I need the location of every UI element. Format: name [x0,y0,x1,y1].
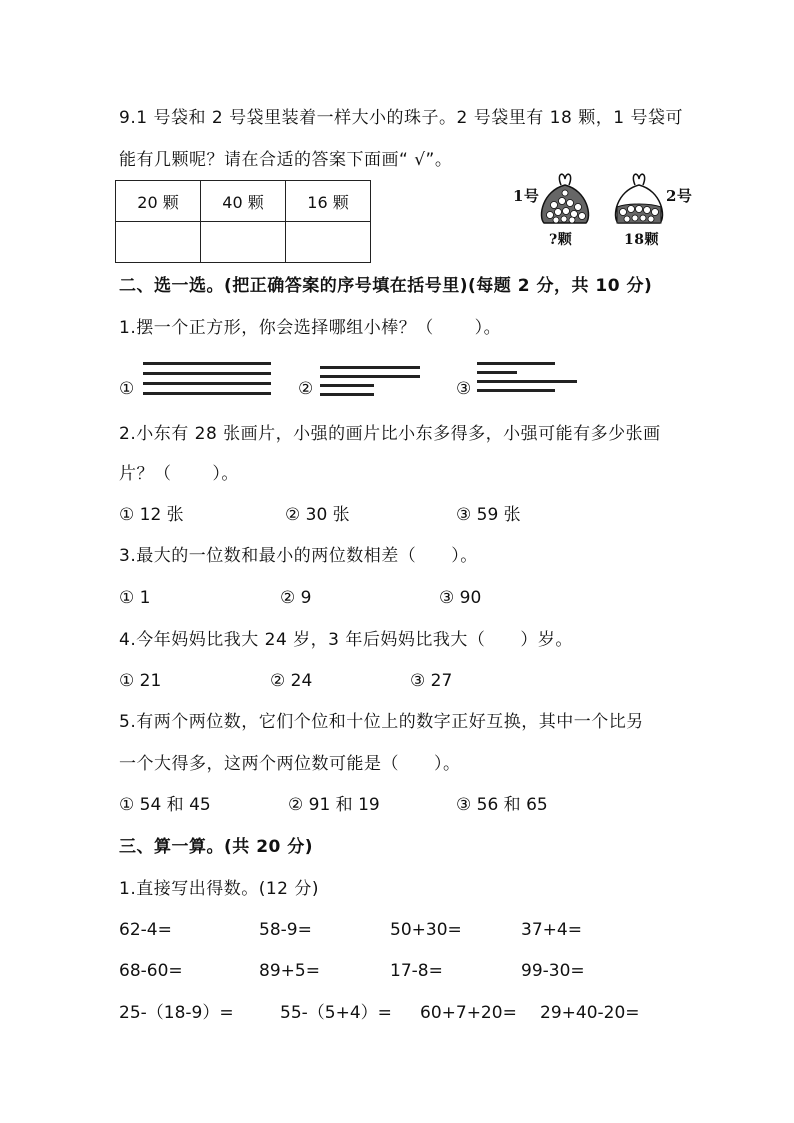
bag1-count: ?颗 [549,232,573,248]
s2-q5-option-1[interactable]: ① 54 和 45 [119,795,211,815]
s2-q2-line2: 片？（ ）。 [119,464,239,484]
answer-table [115,180,371,263]
s2-q4-option-1[interactable]: ① 21 [119,671,162,691]
s2-q4-text: 4.今年妈妈比我大 24 岁，3 年后妈妈比我大（ ）岁。 [119,630,573,650]
bag1-tag: 1号 [513,187,540,205]
table-header-40: 40 颗 [201,181,286,222]
s2-q2-option-3[interactable]: ③ 59 张 [456,505,521,525]
calc-r1-c3: 50+30= [390,920,462,940]
s2-q1-marker-3: ③ [456,379,472,399]
s2-q1-marker-1: ① [119,379,135,399]
s2-q3-option-3[interactable]: ③ 90 [439,588,482,608]
s2-q3-option-2[interactable]: ② 9 [280,588,312,608]
s2-q4-option-2[interactable]: ② 24 [270,671,313,691]
s2-q3-text: 3.最大的一位数和最小的两位数相差（ ）。 [119,546,478,566]
calc-r2-c2: 89+5= [259,961,320,981]
answer-cell-40[interactable] [201,222,286,263]
s2-q4-option-3[interactable]: ③ 27 [410,671,453,691]
calc-r1-c1: 62-4= [119,920,172,940]
s2-q2-line1: 2.小东有 28 张画片，小强的画片比小东多得多，小强可能有多少张画 [119,424,661,444]
answer-cell-20[interactable] [116,222,201,263]
s2-q5-option-2[interactable]: ② 91 和 19 [288,795,380,815]
section3-title: 三、算一算。(共 20 分) [119,837,314,857]
q9-line2: 能有几颗呢？请在合适的答案下面画“ √”。 [119,150,453,170]
s2-q5-option-3[interactable]: ③ 56 和 65 [456,795,548,815]
s2-q1-text: 1.摆一个正方形，你会选择哪组小棒？（ ）。 [119,318,502,338]
calc-r2-c1: 68-60= [119,961,183,981]
section2-title: 二、选一选。(把正确答案的序号填在括号里)(每题 2 分，共 10 分) [119,276,653,296]
answer-cell-16[interactable] [286,222,371,263]
calc-r3-c4: 29+40-20= [540,1003,640,1023]
calc-r1-c4: 37+4= [521,920,582,940]
s2-q1-marker-2: ② [298,379,314,399]
bag2-icon [608,165,670,227]
s2-q2-option-1[interactable]: ① 12 张 [119,505,184,525]
table-header-20: 20 颗 [116,181,201,222]
bag2-count: 18颗 [624,232,659,248]
s2-q5-line1: 5.有两个两位数，它们个位和十位上的数字正好互换，其中一个比另 [119,712,644,732]
calc-r2-c3: 17-8= [390,961,443,981]
s2-q3-option-1[interactable]: ① 1 [119,588,151,608]
s2-q5-line2: 一个大得多，这两个两位数可能是（ ）。 [119,754,461,774]
s2-q2-option-2[interactable]: ② 30 张 [285,505,350,525]
table-header-16: 16 颗 [286,181,371,222]
calc-r3-c3: 60+7+20= [420,1003,517,1023]
bag1-icon [534,165,596,227]
calc-r2-c4: 99-30= [521,961,585,981]
bag2-tag: 2号 [666,187,693,205]
calc-r3-c1: 25-（18-9）= [119,1003,234,1023]
q9-line1: 9.1 号袋和 2 号袋里装着一样大小的珠子。2 号袋里有 18 颗，1 号袋可 [119,108,683,128]
s3-q1-text: 1.直接写出得数。(12 分) [119,879,320,899]
calc-r3-c2: 55-（5+4）= [280,1003,392,1023]
calc-r1-c2: 58-9= [259,920,312,940]
